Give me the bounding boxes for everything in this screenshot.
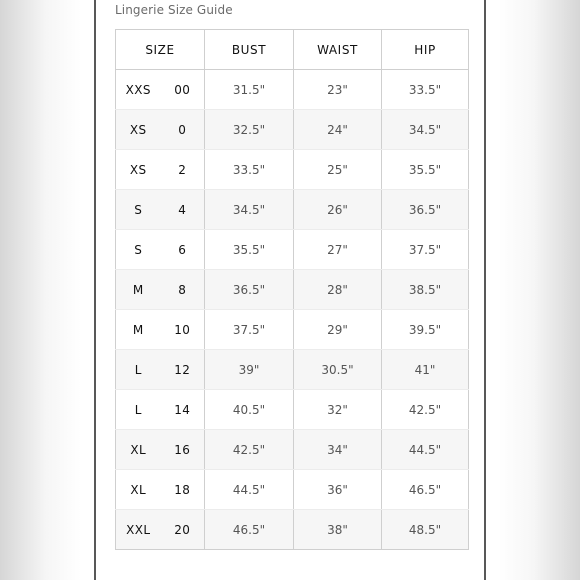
table-row [116,230,469,270]
waist-cell: 24" [294,110,382,150]
size-number-cell: 00 [161,70,205,110]
size-number-cell: 8 [161,270,205,310]
size-number-cell: 20 [161,510,205,550]
waist-cell: 26" [294,190,382,230]
hip-cell: 35.5" [382,150,469,190]
hip-cell: 41" [382,350,469,390]
size-number-cell: 2 [161,150,205,190]
hip-cell: 44.5" [382,430,469,470]
size-label-cell: M [116,310,161,350]
size-label-cell: L [116,350,161,390]
size-label-cell: XL [116,470,161,510]
size-number-cell: 6 [161,230,205,270]
hip-cell: 39.5" [382,310,469,350]
table-row [116,470,469,510]
bust-cell: 46.5" [205,510,294,550]
size-number-cell: 18 [161,470,205,510]
bust-cell: 31.5" [205,70,294,110]
size-label-cell: XS [116,110,161,150]
bust-cell: 37.5" [205,310,294,350]
table-row [116,190,469,230]
size-label-cell: S [116,190,161,230]
bust-cell: 42.5" [205,430,294,470]
table-row [116,70,469,110]
table-row [116,390,469,430]
size-number-cell: 12 [161,350,205,390]
table-body [116,70,469,550]
waist-cell: 34" [294,430,382,470]
size-label-cell: M [116,270,161,310]
bust-cell: 33.5" [205,150,294,190]
page-title: Lingerie Size Guide [115,3,233,17]
waist-cell: 38" [294,510,382,550]
size-number-cell: 16 [161,430,205,470]
size-label-cell: L [116,390,161,430]
size-number-cell: 4 [161,190,205,230]
hip-cell: 48.5" [382,510,469,550]
table-row [116,430,469,470]
waist-cell: 25" [294,150,382,190]
size-number-cell: 14 [161,390,205,430]
table-row [116,110,469,150]
size-label-cell: XS [116,150,161,190]
waist-cell: 32" [294,390,382,430]
column-header-waist: WAIST [294,30,382,70]
waist-cell: 30.5" [294,350,382,390]
bust-cell: 39" [205,350,294,390]
bust-cell: 35.5" [205,230,294,270]
bust-cell: 36.5" [205,270,294,310]
size-label-cell: S [116,230,161,270]
hip-cell: 42.5" [382,390,469,430]
table-header-row [116,30,469,70]
table-row [116,310,469,350]
size-label-cell: XXS [116,70,161,110]
bust-cell: 44.5" [205,470,294,510]
hip-cell: 33.5" [382,70,469,110]
size-number-cell: 10 [161,310,205,350]
column-header-bust: BUST [205,30,294,70]
hip-cell: 34.5" [382,110,469,150]
bust-cell: 34.5" [205,190,294,230]
waist-cell: 23" [294,70,382,110]
size-chart-table [115,29,469,550]
waist-cell: 29" [294,310,382,350]
hip-cell: 37.5" [382,230,469,270]
size-label-cell: XL [116,430,161,470]
column-header-hip: HIP [382,30,469,70]
hip-cell: 36.5" [382,190,469,230]
waist-cell: 28" [294,270,382,310]
waist-cell: 36" [294,470,382,510]
size-guide-panel [94,0,486,580]
table-row [116,350,469,390]
waist-cell: 27" [294,230,382,270]
column-header-size: SIZE [116,30,205,70]
bust-cell: 40.5" [205,390,294,430]
table-row [116,510,469,550]
size-label-cell: XXL [116,510,161,550]
table-row [116,270,469,310]
hip-cell: 46.5" [382,470,469,510]
bust-cell: 32.5" [205,110,294,150]
table-row [116,150,469,190]
size-number-cell: 0 [161,110,205,150]
hip-cell: 38.5" [382,270,469,310]
